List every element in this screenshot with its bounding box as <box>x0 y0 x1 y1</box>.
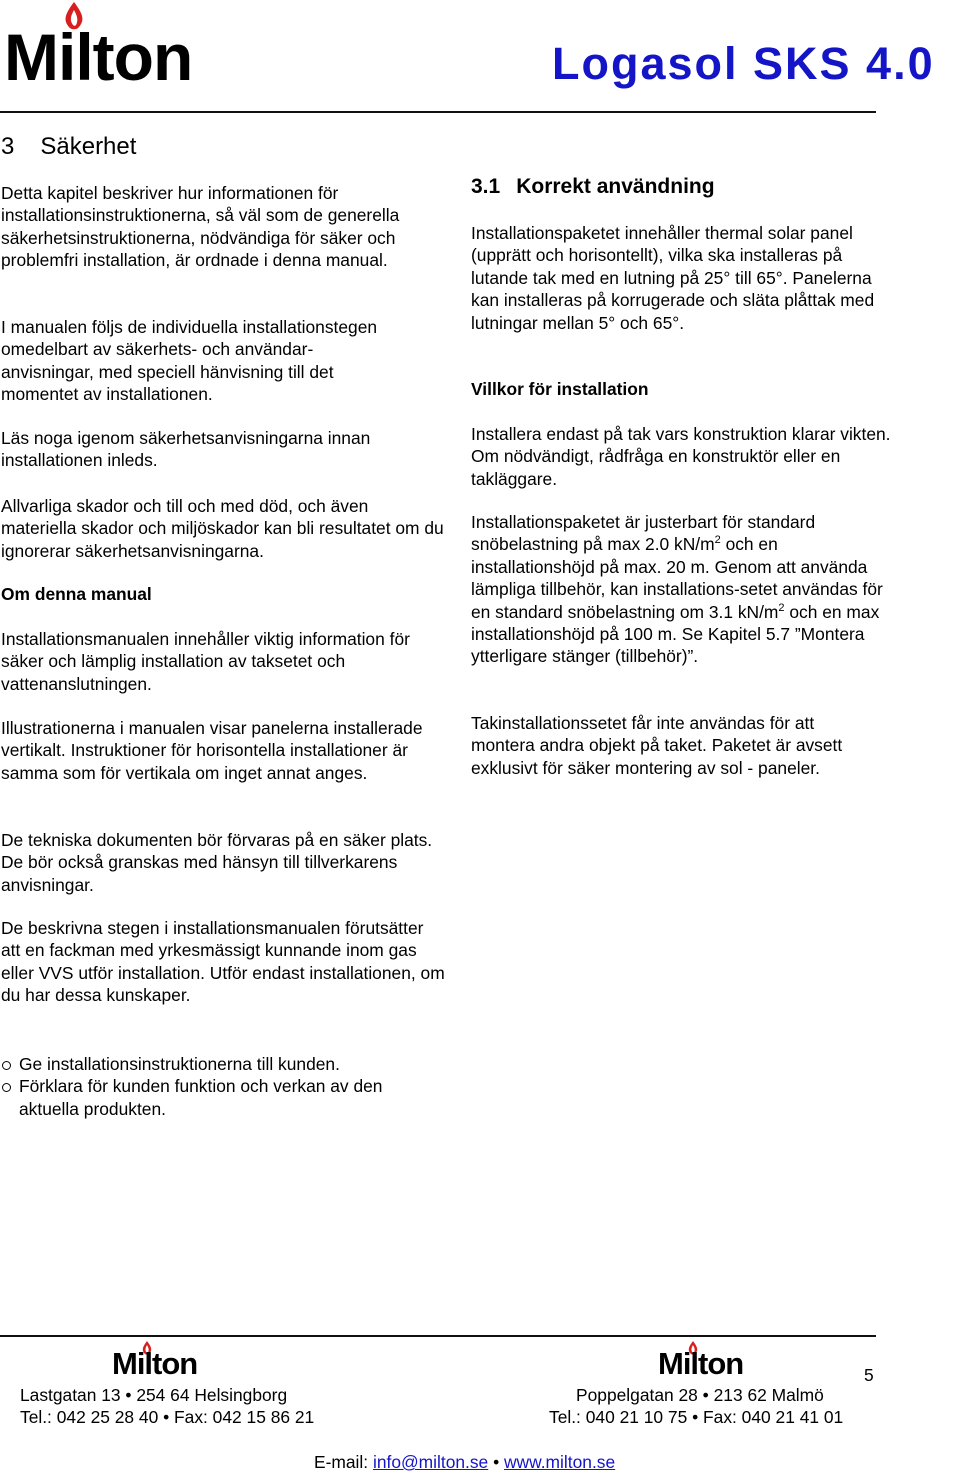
footer-rule <box>0 1335 876 1337</box>
footer-logo-left <box>112 1340 207 1380</box>
text-line: I manualen följs de individuella installationstegen <box>1 317 378 337</box>
contact-line <box>314 1451 615 1473</box>
bullet-icon <box>2 1083 11 1092</box>
email-link[interactable]: info@milton.se <box>372 1452 489 1472</box>
usage-restriction-paragraph: Takinstallationssetet får inte användas för att montera andra objekt på taket. Paketet är avsett exklusivt för säker montering av sol - paneler. <box>471 713 843 778</box>
subsection-number: 3.1 <box>471 175 501 198</box>
list-item: Ge installationsinstruktionerna till kunden. <box>1 1053 446 1075</box>
subsection-title: Korrekt användning <box>516 175 715 198</box>
footer-logo-text: Milton <box>112 1346 198 1381</box>
document-title: Logasol SKS 4.0 <box>552 38 935 89</box>
intro-paragraph: Detta kapitel beskriver hur informationen för installationsinstruktionerna, så väl som de generella säkerhetsinstruktionerna, nödvändiga för säker och problemfri installation, är ordnade i denna manual. <box>1 183 400 271</box>
subsection-heading <box>471 173 715 201</box>
superscript: 2 <box>714 534 721 547</box>
qualification-paragraph: De beskrivna stegen i installationsmanualen förutsätter att en fackman med yrkesmässigt kunnande inom gas eller VVS utför installation. Utför endast installationen, om du har dessa kunskaper. <box>1 918 445 1006</box>
website-link[interactable]: www.milton.se <box>504 1452 616 1472</box>
roof-structure-paragraph: Installera endast på tak vars konstruktion klarar vikten. Om nödvändigt, rådfråga en konstruktör eller en takläggare. <box>471 424 891 489</box>
manual-info-paragraph: Installationsmanualen innehåller viktig information för säker och lämplig installation av taksetet och vattenanslutningen. <box>1 629 410 694</box>
text-line: momentet av installationen. <box>1 384 213 405</box>
correct-use-paragraph: Installationspaketet innehåller thermal solar panel (upprätt och horisontellt), vilka ska installeras på lutande tak med en lutning på 25° till 65°. Panelerna kan installeras på korrugerade och släta plåttak med lutningar mellan 5° och 65°. <box>471 223 875 333</box>
header-rule <box>0 111 876 113</box>
snow-load-paragraph: Installationspaketet är justerbart för standard snöbelastning på max 2.0 $kN/m^2$ och en installationshöjd på max. 20 m. Genom att använda lämpliga tillbehör, kan installations-setet användas för en standard snöbelastning om 3.1 $kN/m^2$ och en max installationshöjd på 100 m. Se Kapitel 5.7 ”Montera ytterligare stänger (tillbehör)”. <box>471 512 883 667</box>
about-manual-heading: Om denna manual <box>1 584 152 604</box>
separator: • <box>488 1452 504 1472</box>
email-label: E-mail: <box>314 1452 373 1472</box>
installation-conditions-heading: Villkor för installation <box>471 379 649 399</box>
header-logo <box>4 0 219 92</box>
bullet-icon <box>2 1061 11 1070</box>
read-carefully-paragraph: Läs noga igenom säkerhetsanvisningarna innan installationen inleds. <box>1 428 371 471</box>
helsingborg-address: Lastgatan 13 • 254 64 Helsingborg <box>20 1385 288 1405</box>
text-line: anvisningar, med speciell hänvisning till det <box>1 361 334 382</box>
warning-paragraph: Allvarliga skador och till och med död, och även materiella skador och miljöskador kan bli resultatet om du ignorerar säkerhetsanvisningarna. <box>1 496 444 561</box>
footer-logo-text: Milton <box>658 1346 744 1381</box>
manual-structure-paragraph <box>1 316 446 406</box>
superscript: 2 <box>778 601 785 614</box>
left-column <box>1 130 446 164</box>
malmo-phone: Tel.: 040 21 10 75 • Fax: 040 21 41 01 <box>549 1407 844 1427</box>
documents-paragraph: De tekniska dokumenten bör förvaras på en säker plats. De bör också granskas med hänsyn till tillverkarens anvisningar. <box>1 830 433 895</box>
page-number: 5 <box>864 1365 874 1385</box>
text-line: omedelbart av säkerhets- och användar- <box>1 339 314 360</box>
logo-text: Milton <box>4 20 193 94</box>
section-heading <box>1 130 446 164</box>
helsingborg-phone: Tel.: 042 25 28 40 • Fax: 042 15 86 21 <box>20 1407 315 1427</box>
list-item: Förklara för kunden funktion och verkan av den aktuella produkten. <box>1 1075 446 1120</box>
section-number: 3 <box>1 133 15 160</box>
section-title: Säkerhet <box>40 133 137 160</box>
illustrations-paragraph: Illustrationerna i manualen visar panelerna installerade vertikalt. Instruktioner för horisontella installationer är samma som för vertikala om inget annat anges. <box>1 718 423 783</box>
footer-logo-right <box>658 1340 753 1380</box>
instruction-list <box>1 1053 446 1120</box>
malmo-address: Poppelgatan 28 • 213 62 Malmö <box>576 1385 824 1405</box>
